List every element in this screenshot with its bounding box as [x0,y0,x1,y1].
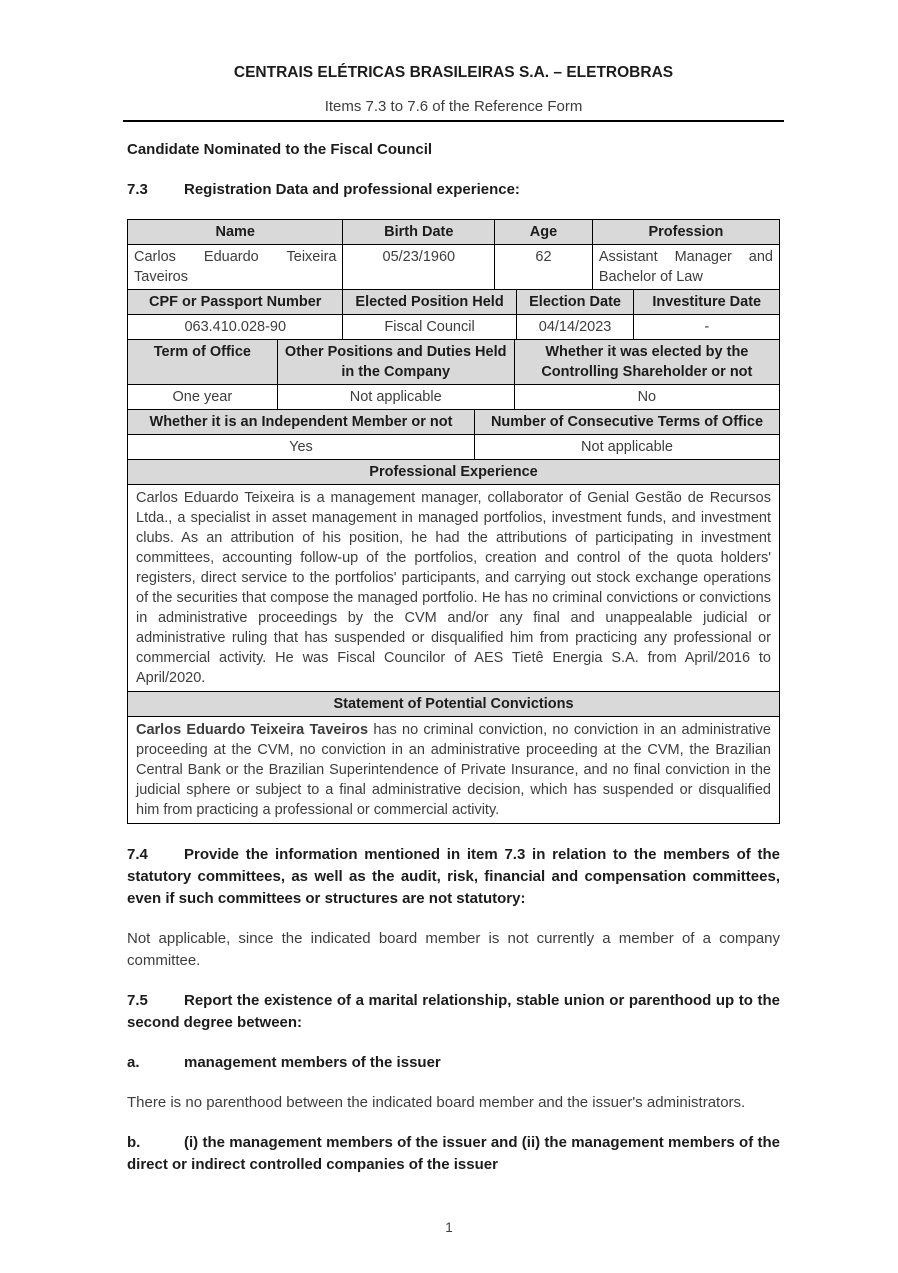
professional-experience-text: Carlos Eduardo Teixeira is a management manager, collaborator of Genial Gestão de Recursos Ltda., a specialist in asset management in managed portfolios, investment funds, and investment clubs. As an attribution of his position, he had the attributions of participating in investment committees, accounting follow-up of the portfolios, creation and control of the quota holders' registers, direct service to the portfolios' participants, and carrying out stock exchange operations of the securities that compose the managed portfolio. He has no criminal convictions or convictions in administrative proceedings by the CVM and/or any final and unappealable judicial or administrative ruling that has suspended or disqualified him from practicing any professional or commercial activity. He was Fiscal Councilor of AES Tietê Energia S.A. from April/2016 to April/2020. [136,490,771,686]
table-row-headers-1 [128,220,779,245]
registration-table [127,219,780,824]
value-birth-date: 05/23/1960 [343,245,495,289]
table-row-pe-text [128,485,779,692]
table-row-values-3 [128,385,779,410]
value-investiture-date: - [704,319,710,335]
statement-convictions-text [128,717,779,823]
value-consecutive-terms: Not applicable [581,439,673,455]
heading-7-4-number: 7.4 [127,846,148,863]
candidate-heading: Candidate Nominated to the Fiscal Council [127,141,433,158]
header-statement-convictions: Statement of Potential Convictions [128,692,779,716]
heading-7-4-title: Provide the information mentioned in item 7.3 in relation to the members of the statutory committees, as well as the audit, risk, financial and compensation committees, even if such committees or structures are not statutory: [127,846,780,907]
table-row-statement-text [128,717,779,823]
header-consecutive-terms: Number of Consecutive Terms of Office [475,410,779,434]
header-professional-experience: Professional Experience [128,460,779,484]
table-row-headers-3 [128,340,779,385]
value-independent-member: Yes [128,435,475,459]
value-elected-position: Fiscal Council [343,315,516,339]
heading-7-5-number: 7.5 [127,992,148,1009]
page-content [127,0,780,1273]
heading-7-3-title: Registration Data and professional experience: [184,181,520,198]
header-elected-position: Elected Position Held [343,290,516,314]
heading-7-3 [127,179,780,201]
table-row-headers-4 [128,410,779,435]
header-other-positions: Other Positions and Duties Held in the Company [278,340,515,384]
value-election-date: 04/14/2023 [517,315,635,339]
page-subtitle: Items 7.3 to 7.6 of the Reference Form [123,96,784,122]
value-term-of-office: One year [128,385,278,409]
header-name: Name [128,220,343,244]
heading-7-5-a-title: management members of the issuer [184,1054,441,1071]
value-profession: Assistant Manager and Bachelor of Law [598,249,773,285]
value-age: 62 [495,245,593,289]
header-age: Age [495,220,593,244]
value-name: Carlos Eduardo Teixeira Taveiros [128,245,343,289]
value-other-positions: Not applicable [278,385,515,409]
table-row-values-1 [128,245,779,290]
paragraph-7-5-a: There is no parenthood between the indicated board member and the issuer's administrators. [127,1094,746,1111]
heading-7-5-a [127,1052,780,1074]
paragraph-7-4: Not applicable, since the indicated board member is not currently a member of a company committee. [127,930,780,969]
header-profession: Profession [593,220,779,244]
table-row-statement-header [128,692,779,717]
heading-7-5-a-number: a. [127,1054,140,1071]
table-row-pe-header [128,460,779,485]
statement-person-name: Carlos Eduardo Teixeira Taveiros [136,722,369,738]
heading-7-3-number: 7.3 [127,181,148,198]
header-birth-date: Birth Date [343,220,495,244]
heading-7-5 [127,990,780,1034]
header-investiture-date: Investiture Date [634,290,779,314]
header-independent-member: Whether it is an Independent Member or not [128,410,475,434]
heading-7-5-b-number: b. [127,1134,141,1151]
header-election-date: Election Date [517,290,635,314]
value-elected-by-controlling: No [637,389,657,405]
header-cpf: CPF or Passport Number [128,290,343,314]
header-term-of-office: Term of Office [128,340,278,384]
table-row-values-4 [128,435,779,460]
heading-7-5-b-title: (i) the management members of the issuer and (ii) the management members of the direct or indirect controlled companies of the issuer [127,1134,780,1173]
value-cpf: 063.410.028-90 [128,315,343,339]
heading-7-4 [127,844,780,910]
heading-7-5-title: Report the existence of a marital relationship, stable union or parenthood up to the second degree between: [127,992,780,1031]
statement-body: has no criminal conviction, no conviction in an administrative proceeding at the CVM, no conviction in an administrative proceeding at the CVM, the Brazilian Central Bank or the Brazilian Superintendence of Private Insurance, and no final conviction in the judicial sphere or subject to a final administrative decision, which has suspended or disqualified him from practicing a professional or commercial activity. [136,722,771,818]
page-title: CENTRAIS ELÉTRICAS BRASILEIRAS S.A. – ELETROBRAS [233,64,674,81]
header-elected-by-controlling: Whether it was elected by the Controlling Shareholder or not [515,340,779,384]
page-number: 1 [445,1220,453,1235]
heading-7-5-b [127,1132,780,1176]
table-row-values-2 [128,315,779,340]
table-row-headers-2 [128,290,779,315]
